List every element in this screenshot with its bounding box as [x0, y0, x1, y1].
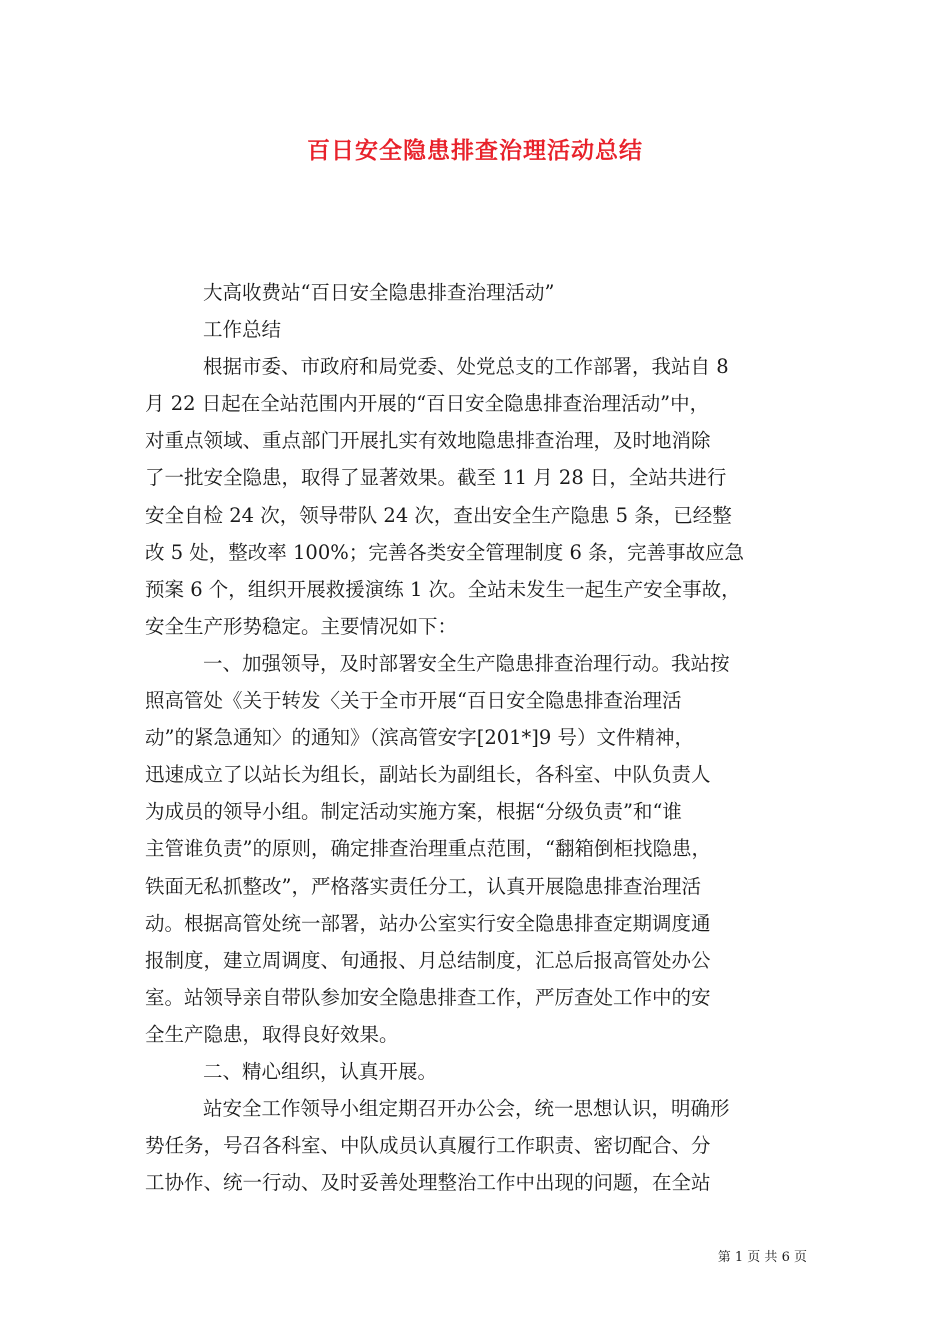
body-line: 室。站领导亲自带队参加安全隐患排查工作，严厉查处工作中的安: [145, 985, 711, 1009]
body-line: 一、加强领导，及时部署安全生产隐患排查治理行动。我站按: [203, 651, 730, 675]
body-line: 安全自检 24 次，领导带队 24 次，查出安全生产隐患 5 条，已经整: [145, 503, 732, 527]
body-line: 根据市委、市政府和局党委、处党总支的工作部署，我站自 8: [203, 355, 729, 379]
body-line: 全生产隐患，取得良好效果。: [145, 1022, 399, 1046]
body-line: 照高管处《关于转发〈关于全市开展“百日安全隐患排查治理活: [145, 689, 682, 713]
body-line: 安全生产形势稳定。主要情况如下：: [145, 614, 458, 638]
page-footer: [718, 1249, 807, 1267]
body-line: 迅速成立了以站长为组长，副站长为副组长，各科室、中队负责人: [145, 763, 711, 787]
body-line: 为成员的领导小组。制定活动实施方案，根据“分级负责”和“谁: [145, 800, 682, 824]
document-title: 百日安全隐患排查治理活动总结: [307, 137, 643, 164]
body-line: 站安全工作领导小组定期召开办公会，统一思想认识，明确形: [203, 1097, 730, 1121]
body-line: 主管谁负责”的原则，确定排查治理重点范围，“翻箱倒柜找隐患，: [145, 837, 711, 861]
footer-middle: 页 共: [747, 1250, 778, 1265]
body-line: 报制度，建立周调度、旬通报、月总结制度，汇总后报高管处办公: [145, 948, 711, 972]
body-line: 预案 6 个，组织开展救援演练 1 次。全站未发生一起生产安全事故，: [145, 577, 741, 601]
body-line: 动”的紧急通知〉的通知》（滨高管安字[201*]9 号）文件精神，: [145, 726, 695, 750]
body-line: 改 5 处，整改率 100%；完善各类安全管理制度 6 条，完善事故应急: [145, 540, 745, 564]
body-line: 工协作、统一行动、及时妥善处理整治工作中出现的问题，在全站: [145, 1171, 711, 1195]
footer-current-page: 1: [734, 1250, 744, 1265]
body-line: 工作总结: [203, 318, 282, 342]
body-line: 二、精心组织，认真开展。: [203, 1059, 438, 1083]
document-body: [145, 274, 825, 1201]
body-line: 动。根据高管处统一部署，站办公室实行安全隐患排查定期调度通: [145, 911, 711, 935]
body-line: 了一批安全隐患，取得了显著效果。截至 11 月 28 日，全站共进行: [145, 466, 727, 490]
body-line: 月 22 日起在全站范围内开展的“百日安全隐患排查治理活动”中，: [145, 392, 710, 416]
body-line: 铁面无私抓整改”，严格落实责任分工，认真开展隐患排查治理活: [145, 874, 701, 898]
footer-suffix: 页: [793, 1250, 807, 1265]
body-line: 大高收费站“百日安全隐患排查治理活动”: [203, 281, 555, 304]
footer-prefix: 第: [717, 1250, 731, 1265]
footer-total-pages: 6: [781, 1250, 790, 1265]
body-line: 势任务，号召各科室、中队成员认真履行工作职责、密切配合、分: [145, 1134, 711, 1158]
body-line: 对重点领域、重点部门开展扎实有效地隐患排查治理，及时地消除: [145, 429, 711, 453]
